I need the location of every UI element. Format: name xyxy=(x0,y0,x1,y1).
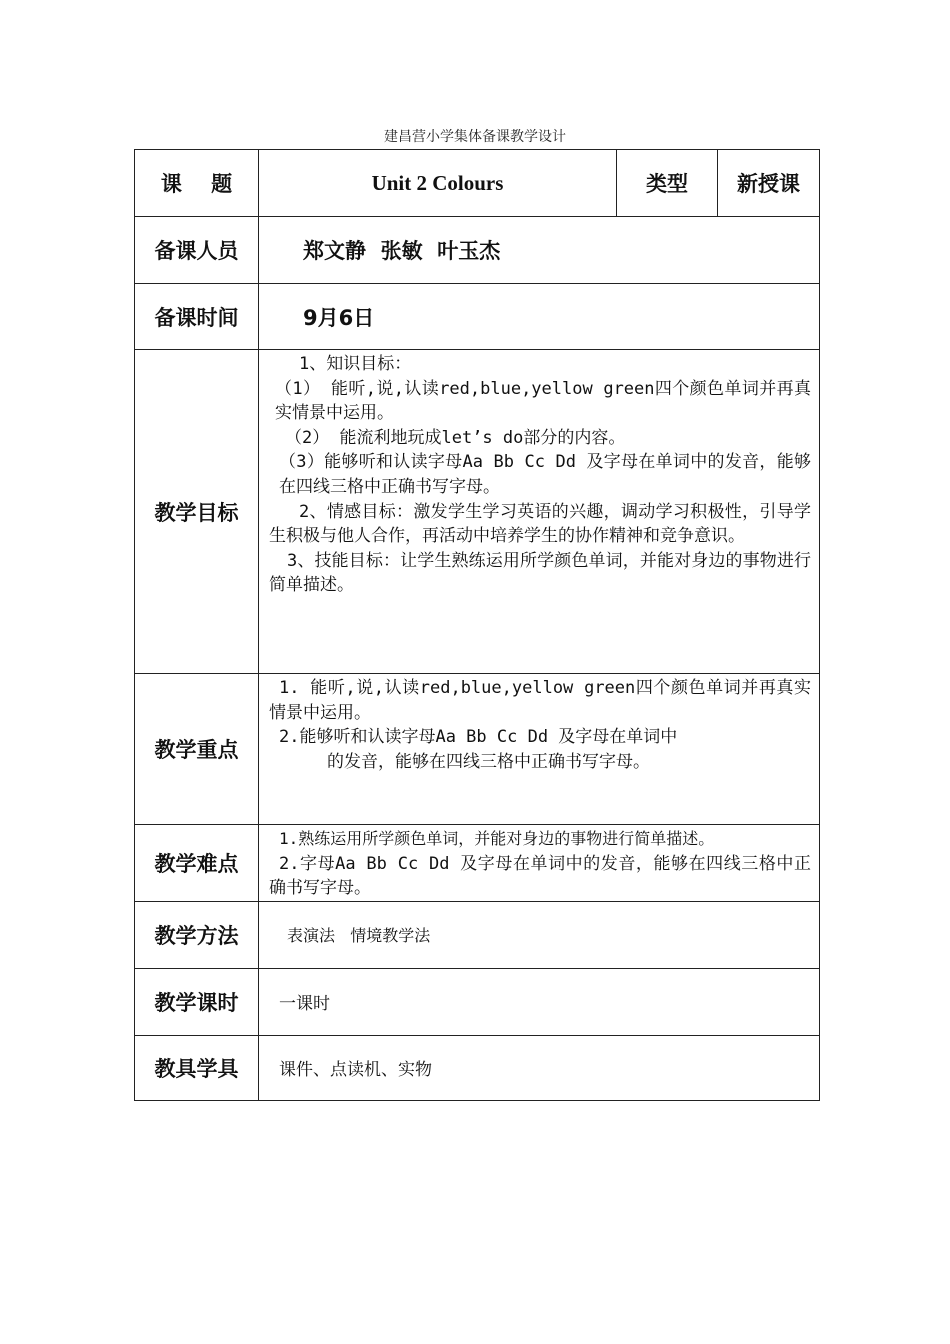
label-time: 备课时间 xyxy=(135,284,259,350)
page-header: 建昌营小学集体备课教学设计 xyxy=(384,129,566,145)
key-point-line: 的发音，能够在四线三格中正确书写字母。 xyxy=(327,751,650,772)
label-objectives: 教学目标 xyxy=(135,350,259,674)
difficulty-line: 1.熟练运用所学颜色单词，并能对身边的事物进行简单描述。 xyxy=(279,829,715,848)
row-tools xyxy=(135,1035,820,1100)
objective-line: （1） 能听,说,认读red,blue,yellow green四个颜色单词并再真实情景中运用。 xyxy=(275,378,811,424)
row-topic xyxy=(135,150,820,217)
label-methods: 教学方法 xyxy=(135,901,259,968)
objectives-content xyxy=(259,350,820,674)
label-periods: 教学课时 xyxy=(135,968,259,1035)
lesson-title: Unit 2 Colours xyxy=(259,150,617,217)
label-difficulties: 教学难点 xyxy=(135,825,259,902)
key-point-line: 2.能够听和认读字母Aa Bb Cc Dd 及字母在单词中 xyxy=(279,727,678,748)
row-periods xyxy=(135,968,820,1035)
objective-line: 3、技能目标：让学生熟练运用所学颜色单词，并能对身边的事物进行简单描述。 xyxy=(269,550,811,596)
difficulties-content xyxy=(259,825,820,902)
label-tools: 教具学具 xyxy=(135,1035,259,1100)
lesson-plan-table xyxy=(134,149,820,1101)
row-time xyxy=(135,284,820,350)
key-points-content xyxy=(259,674,820,825)
difficulty-line: 2.字母Aa Bb Cc Dd 及字母在单词中的发音，能够在四线三格中正确书写字母。 xyxy=(269,853,811,899)
staff-names: 郑文静 张敏 叶玉杰 xyxy=(259,217,820,284)
objective-line: 2、情感目标：激发学生学习英语的兴趣，调动学习积极性，引导学生积极与他人合作，再活动中培养学生的协作精神和竞争意识。 xyxy=(269,501,811,547)
key-point-line: 1. 能听,说,认读red,blue,yellow green四个颜色单词并再真实情景中运用。 xyxy=(269,678,811,723)
label-key-points: 教学重点 xyxy=(135,674,259,825)
objective-line: 1、知识目标： xyxy=(299,354,412,374)
row-key-points xyxy=(135,674,820,825)
row-objectives xyxy=(135,350,820,674)
tools-value: 课件、点读机、实物 xyxy=(259,1035,820,1100)
prep-date: 9月6日 xyxy=(259,284,820,350)
lesson-type: 新授课 xyxy=(718,150,820,217)
row-staff xyxy=(135,217,820,284)
label-staff: 备课人员 xyxy=(135,217,259,284)
methods-value: 表演法 情境教学法 xyxy=(259,901,820,968)
label-type: 类型 xyxy=(617,150,718,217)
objective-line: （3）能够听和认读字母Aa Bb Cc Dd 及字母在单词中的发音，能够在四线三格中正确书写字母。 xyxy=(279,452,811,497)
row-difficulties xyxy=(135,825,820,902)
label-topic: 课 题 xyxy=(135,150,259,217)
periods-value: 一课时 xyxy=(259,968,820,1035)
objective-line: （2） 能流利地玩成let’s do部分的内容。 xyxy=(285,427,626,448)
row-methods xyxy=(135,901,820,968)
